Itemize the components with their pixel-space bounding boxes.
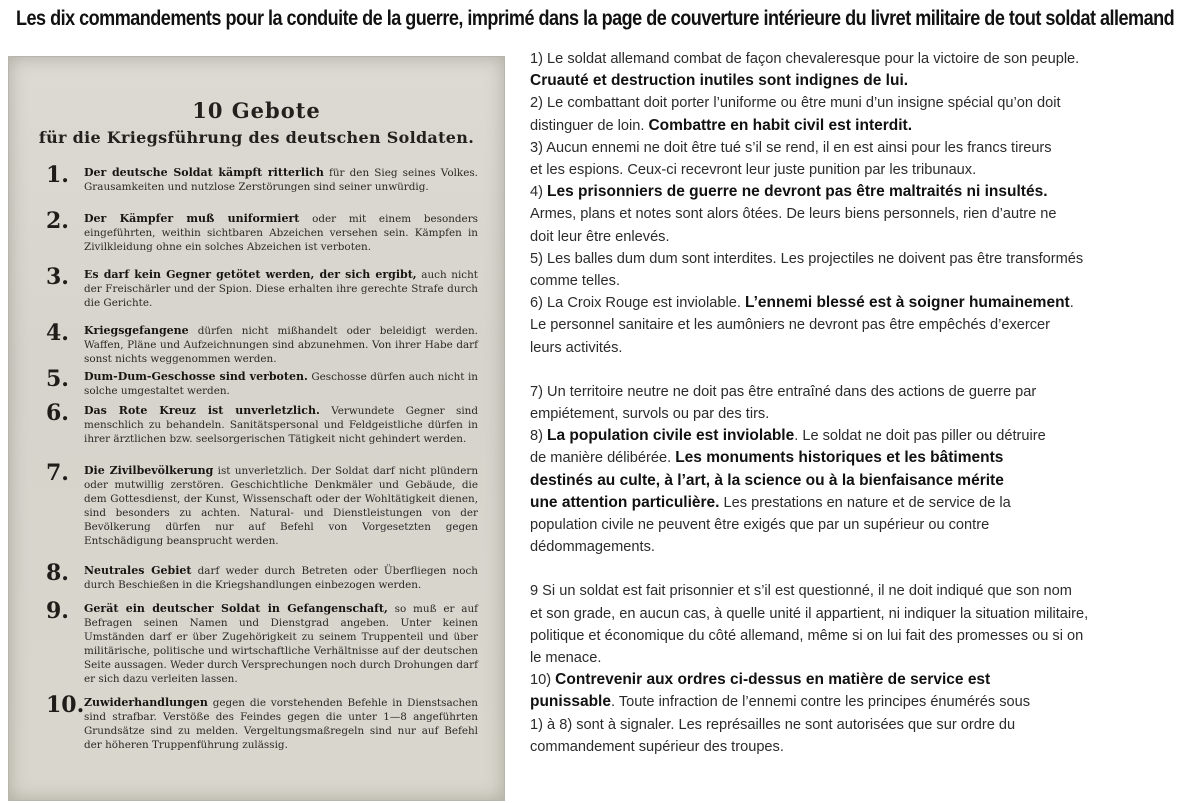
commandment-body: für den Sieg seines Volkes. Grausamkeiten und nutzlose Zerstörungen sind seiner unwürdig. [84, 167, 478, 193]
commandment-text [84, 602, 478, 686]
commandment-body: darf weder durch Betreten oder Überfliegen noch durch Beschießen in die Kriegshandlungen einbezogen werden. [84, 565, 478, 591]
translation-segment: distinguer de loin. [530, 117, 649, 134]
commandment-2 [46, 208, 479, 254]
translation-line: population civile ne peuvent être exigés que par un supérieur ou contre [530, 517, 990, 534]
translation-line: leurs activités. [530, 339, 623, 356]
commandment-bold: Gerät ein deutscher Soldat in Gefangenschaft, [84, 602, 388, 615]
translation-line: politique et économique du côté allemand, même si on lui fait des promesses ou si on [530, 627, 1084, 644]
commandment-bold: Der Kämpfer muß uniformiert [84, 212, 300, 225]
translation-segment: 8) [530, 428, 548, 445]
translation-segment-bold: Combattre en habit civil est interdit. [648, 116, 912, 134]
translation-line-bold: destinés au culte, à l’art, à la science ou à la bienfaisance mérite [530, 471, 1004, 489]
translation-segment: 6) La Croix Rouge est inviolable. [530, 295, 745, 312]
translation-line: Armes, plans et notes sont alors ôtées. De leurs biens personnels, rien d’autre ne [530, 206, 1057, 223]
commandment-number: 7. [46, 460, 69, 486]
commandment-bold: Das Rote Kreuz ist unverletzlich. [84, 404, 320, 417]
commandment-number: 9. [46, 598, 69, 624]
translation-segment: . Le soldat ne doit pas piller ou détruire [794, 428, 1046, 445]
commandment-number: 8. [46, 560, 69, 586]
commandment-number: 5. [46, 366, 69, 392]
translation-line: Le personnel sanitaire et les aumôniers ne devront pas être empêchés d’exercer [530, 317, 1050, 334]
translation-line: 1) Le soldat allemand combat de façon chevaleresque pour la victoire de son peuple. [530, 51, 1080, 67]
translation-line: 5) Les balles dum dum sont interdites. Les projectiles ne doivent pas être transformés [530, 250, 1084, 267]
translation-segment: . [1069, 295, 1074, 312]
commandment-number: 2. [46, 208, 69, 234]
translation-segment-bold: une attention particulière. [530, 493, 720, 511]
translation-segment: . Toute infraction de l’ennemi contre les principes énumérés sous [610, 694, 1031, 711]
translation-line [530, 181, 1195, 203]
commandment-text [84, 404, 478, 446]
commandment-bold: Neutrales Gebiet [84, 564, 192, 577]
translation-segment-bold: Les prisonniers de guerre ne devront pas être maltraités ni insultés. [547, 183, 1048, 201]
translation-line [530, 669, 1195, 691]
commandment-bold: Der deutsche Soldat kämpft ritterlich [84, 166, 324, 179]
translation-segment-bold: Les monuments historiques et les bâtiments [675, 449, 1004, 467]
french-translation [530, 48, 1195, 758]
commandment-body: gegen die vorstehenden Befehle in Dienstsachen sind strafbar. Verstöße des Feindes gegen die unter 1—8 angeführten Grundsätze sind zu melden. Vergeltungsmaßregeln sind nur auf Befehl der höheren Truppenführung zulässig. [84, 697, 478, 751]
commandment-text [84, 268, 478, 310]
translation-line [530, 292, 1195, 314]
commandment-text [84, 564, 478, 592]
commandment-10 [46, 692, 478, 752]
commandment-number: 1. [46, 162, 69, 188]
paragraph-gap [530, 359, 1195, 381]
translation-line: dédommagements. [530, 539, 655, 556]
translation-segment-bold: La population civile est inviolable [547, 427, 795, 445]
translation-segment: 4) [530, 184, 548, 201]
commandment-1 [46, 162, 478, 194]
paragraph-gap [530, 558, 1195, 580]
scan-heading: 10 Gebote [192, 98, 321, 123]
commandment-8 [46, 560, 478, 592]
commandment-3 [46, 264, 478, 310]
scan-subheading: für die Kriegsführung des deutschen Soldaten. [38, 128, 475, 147]
commandment-body: Verwundete Gegner sind menschlich zu behandeln. Sanitätspersonal und Feldgeistliche dürfen in ihrer ärztlichen bzw. seelsorgerischen Tätigkeit nicht gehindert werden. [84, 405, 479, 445]
translation-line: empiétement, survols ou par des tirs. [530, 406, 770, 423]
commandment-bold: Es darf kein Gegner getötet werden, der sich ergibt, [84, 268, 417, 281]
translation-line-bold: Cruauté et destruction inutiles sont indignes de lui. [530, 72, 909, 90]
commandment-body: Geschosse dürfen auch nicht in solche umgestaltet werden. [84, 371, 478, 397]
translation-line: et son grade, en aucun cas, à quelle unité il appartient, ni indiquer la situation militaire, [530, 605, 1089, 622]
commandment-text [84, 696, 478, 752]
commandment-body: dürfen nicht mißhandelt oder beleidigt werden. Waffen, Pläne und Aufzeichnungen sind abzunehmen. Von ihrer Habe darf sonst nichts weggenommen werden. [84, 325, 478, 365]
translation-segment-bold: L’ennemi blessé est à soigner humainement [744, 294, 1070, 312]
commandment-body: oder mit einem besonders eingeführten, weithin sichtbaren Abzeichen versehen sein. Kämpfen in Zivilkleidung ohne ein solches Abzeichen ist verboten. [84, 213, 479, 253]
translation-line [530, 425, 1195, 447]
commandment-number: 3. [46, 264, 69, 290]
translation-line [530, 492, 1195, 514]
commandment-text [84, 324, 478, 366]
translation-line: 7) Un territoire neutre ne doit pas être entraîné dans des actions de guerre par [530, 383, 1037, 400]
commandment-5 [46, 366, 478, 398]
translation-segment-bold: Contrevenir aux ordres ci-dessus en matière de service est [555, 671, 991, 689]
translation-line [530, 691, 1195, 713]
translation-line: comme telles. [530, 273, 621, 290]
translation-segment: Les prestations en nature et de service de la [719, 494, 1011, 511]
commandment-body: auch nicht der Freischärler und der Spion. Diese erhalten ihre gerechte Strafe durch die Gerichte. [84, 269, 478, 309]
commandment-4 [46, 320, 478, 366]
commandment-text [84, 370, 478, 398]
commandment-number: 10. [46, 692, 85, 718]
commandment-bold: Kriegsgefangene [84, 324, 189, 337]
translation-line: le menace. [530, 650, 602, 667]
commandment-number: 4. [46, 320, 69, 346]
commandment-9 [46, 598, 478, 686]
translation-line: 3) Aucun ennemi ne doit être tué s’il se rend, il en est ainsi pour les francs tireurs [530, 139, 1052, 156]
commandment-number: 6. [46, 400, 69, 426]
translation-line: doit leur être enlevés. [530, 228, 670, 245]
commandment-text [84, 212, 478, 254]
translation-line: 9 Si un soldat est fait prisonnier et s’il est questionné, il ne doit indiqué que son nom [530, 583, 1072, 600]
commandment-bold: Dum-Dum-Geschosse sind verboten. [84, 370, 308, 383]
commandment-text [84, 464, 478, 548]
commandment-7 [46, 460, 479, 548]
booklet-scan [8, 56, 505, 801]
translation-segment: 10) [530, 672, 556, 689]
commandment-bold: Die Zivilbevölkerung [84, 464, 214, 477]
translation-line [530, 447, 1195, 469]
translation-line: 1) à 8) sont à signaler. Les représailles ne sont autorisées que sur ordre du [530, 716, 1016, 733]
commandment-body: ist unverletzlich. Der Soldat darf nicht plündern oder mutwillig zerstören. Geschichtliche Denkmäler und Gebäude, die dem Gottesdienst, der Kunst, Wissenschaft oder der Wohltätigkeit dienen, sind besonders zu achten. Natural- und Dienstleistungen von der Bevölkerung dürfen nur auf Befehl von Vorgesetzten gegen Entschädigung beansprucht werden. [84, 465, 479, 547]
translation-line [530, 115, 1195, 137]
commandment-bold: Zuwiderhandlungen [84, 696, 208, 709]
translation-line: et les espions. Ceux-ci recevront leur juste punition par les tribunaux. [530, 162, 977, 179]
translation-segment-bold: punissable [530, 693, 611, 711]
translation-line: commandement supérieur des troupes. [530, 738, 784, 755]
translation-segment: de manière délibérée. [530, 450, 676, 467]
translation-line: 2) Le combattant doit porter l’uniforme ou être muni d’un insigne spécial qu’on doit [530, 95, 1061, 112]
commandment-text [84, 166, 478, 194]
commandment-body: so muß er auf Befragen seinen Namen und Dienstgrad angeben. Unter keinen Umständen darf er über Zugehörigkeit zu seinem Truppenteil und über militärische, politische und wirtschaftliche Verhältnisse auf der deutschen Seite aussagen. Weder durch Versprechungen noch durch Drohungen darf er sich dazu verleiten lassen. [84, 603, 478, 685]
page-title: Les dix commandements pour la conduite de la guerre, imprimé dans la page de couverture intérieure du livret militaire de tout soldat allemand [16, 7, 1175, 30]
commandment-6 [46, 400, 479, 446]
